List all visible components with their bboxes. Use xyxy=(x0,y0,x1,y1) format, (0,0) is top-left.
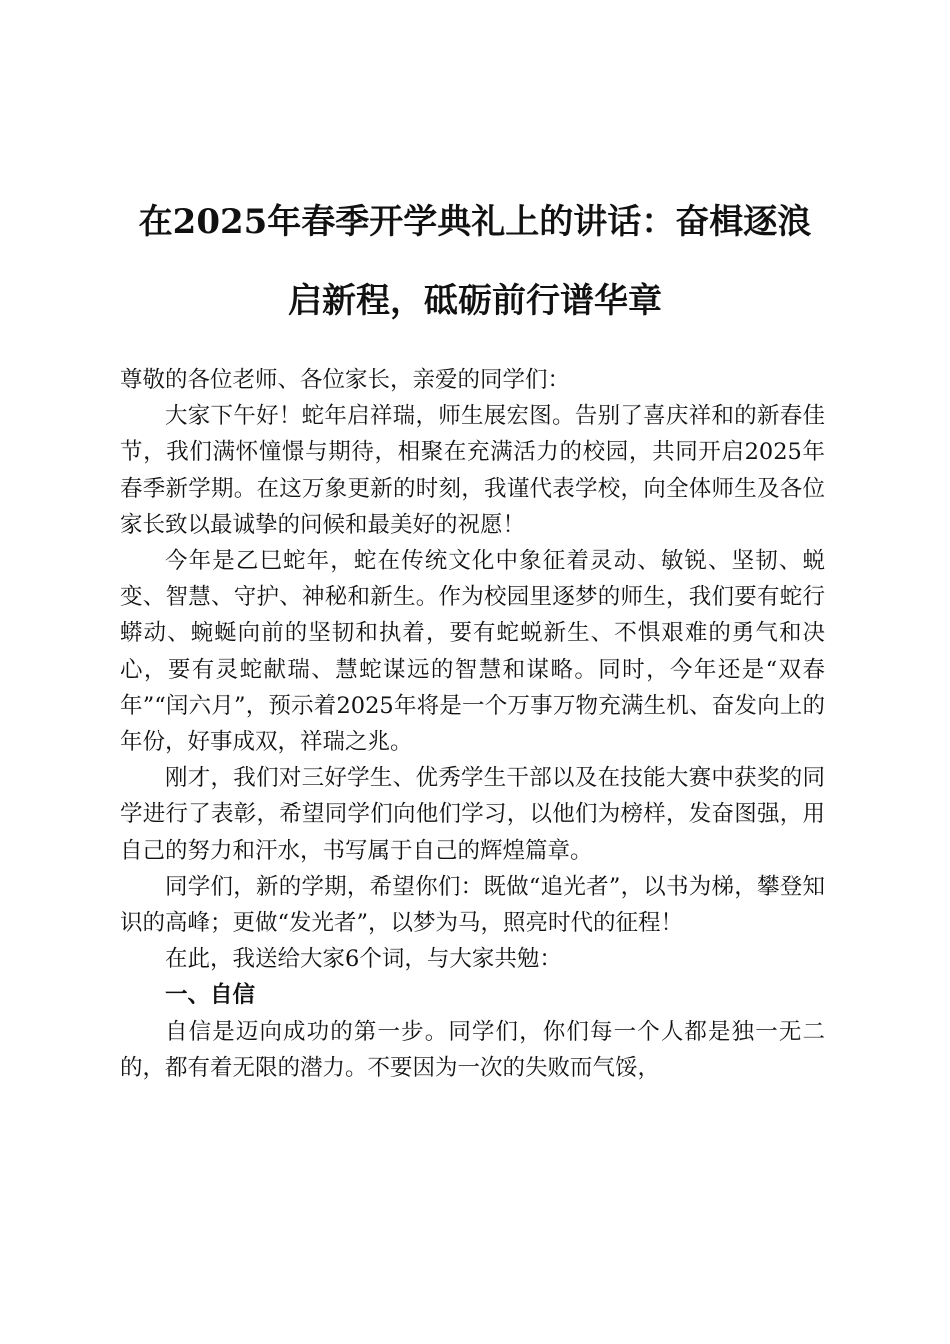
title-line-1: 在2025年春季开学典礼上的讲话：奋楫逐浪 xyxy=(138,202,812,242)
paragraph-confidence: 自信是迈向成功的第一步。同学们，你们每一个人都是独一无二的，都有着无限的潜力。不要因为一次的失败而气馁， xyxy=(120,1018,825,1081)
paragraph-commendation: 刚才，我们对三好学生、优秀学生干部以及在技能大赛中获奖的同学进行了表彰，希望同学们向他们学习，以他们为榜样，发奋图强，用自己的努力和汗水，书写属于自己的辉煌篇章。 xyxy=(120,765,825,864)
paragraph-six-words: 在此，我送给大家6个词，与大家共勉： xyxy=(165,946,562,973)
paragraph-hopes: 同学们，新的学期，希望你们：既做“追光者”，以书为梯，攀登知识的高峰；更做“发光者”，以梦为马，照亮时代的征程！ xyxy=(120,873,825,937)
paragraph-snake-year: 今年是乙巳蛇年，蛇在传统文化中象征着灵动、敏锐、坚韧、蜕变、智慧、守护、神秘和新生。作为校园里逐梦的师生，我们要有蛇行蟒动、蜿蜒向前的坚韧和执着，要有蛇蜕新生、不惧艰难的勇气和决心，要有灵蛇献瑞、慧蛇谋远的智慧和谋略。同时，今年还是“双春年”“闰六月”，预示着2025年将是一个万事万物充满生机、奋发向上的年份，好事成双，祥瑞之兆。 xyxy=(120,548,825,756)
section-heading-confidence: 一、自信 xyxy=(165,982,256,1009)
paragraph-opening: 大家下午好！蛇年启祥瑞，师生展宏图。告别了喜庆祥和的新春佳节，我们满怀憧憬与期待，相聚在充满活力的校园，共同开启2025年春季新学期。在这万象更新的时刻，我谨代表学校，向全体师生及各位家长致以最诚挚的问候和最美好的祝愿！ xyxy=(120,403,825,538)
title-line-2: 启新程，砥砺前行谱华章 xyxy=(288,281,662,321)
document-body xyxy=(120,362,825,1086)
salutation: 尊敬的各位老师、各位家长，亲爱的同学们： xyxy=(120,367,571,393)
document-title xyxy=(100,183,850,341)
